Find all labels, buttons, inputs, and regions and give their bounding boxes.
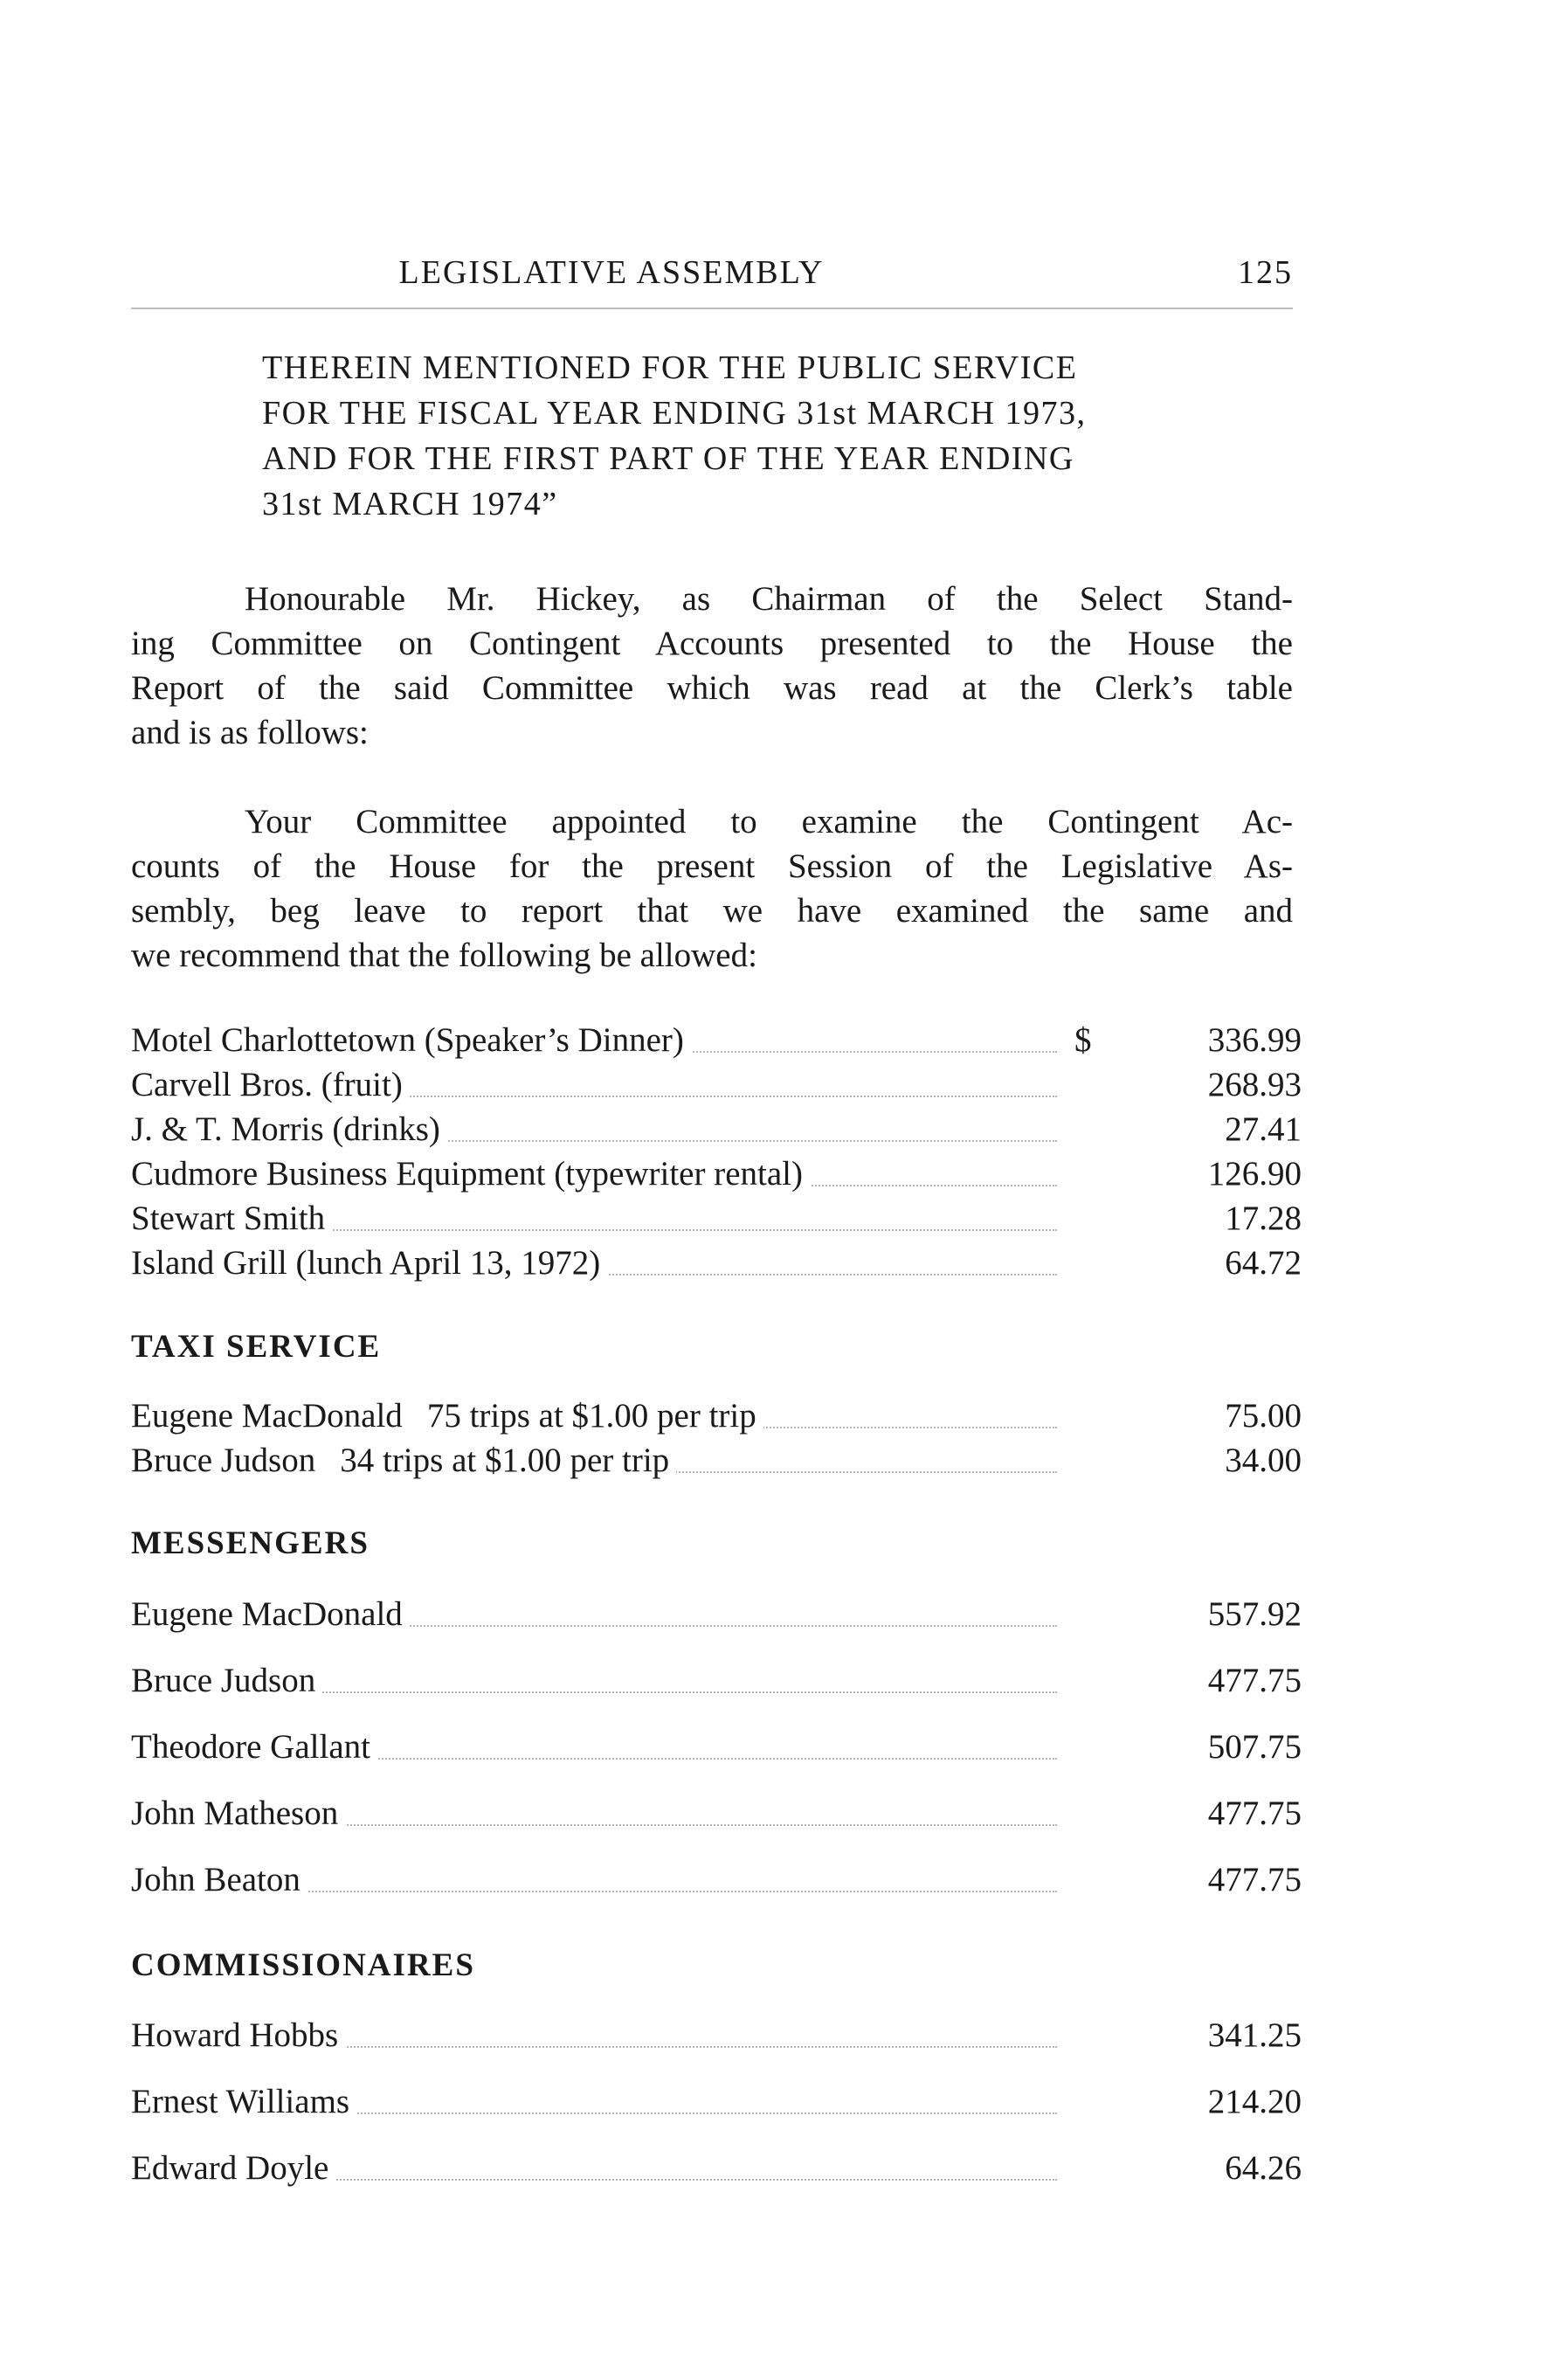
messenger-row: [131, 1727, 1302, 1769]
messenger-amount: 507.75: [1207, 1728, 1302, 1766]
account-row: [131, 1243, 1302, 1285]
taxi-entry: [131, 1441, 676, 1480]
commissionaire-amount: 64.26: [1225, 2149, 1302, 2187]
bill-title-line: THEREIN MENTIONED FOR THE PUBLIC SERVICE: [262, 349, 1078, 386]
report-presentation-paragraph: [131, 577, 1293, 755]
account-amount: 27.41: [1225, 1110, 1302, 1148]
messenger-row: [131, 1594, 1302, 1636]
taxi-service-heading: TAXI SERVICE: [131, 1329, 382, 1365]
taxi-trip-detail: 75 trips at $1.00 per trip: [426, 1397, 756, 1435]
taxi-driver-name: Bruce Judson: [131, 1442, 316, 1479]
messenger-row: [131, 1794, 1302, 1836]
paragraph-line: ing Committee on Contingent Accounts presented to the House the: [131, 625, 1293, 662]
account-label: Motel Charlottetown (Speaker’s Dinner): [131, 1020, 691, 1060]
bill-title-line: FOR THE FISCAL YEAR ENDING 31st MARCH 1973,: [262, 395, 1087, 432]
commissionaire-name: Howard Hobbs: [131, 2016, 345, 2055]
paragraph-line: sembly, beg leave to report that we have examined the same and: [131, 892, 1293, 930]
messenger-row: [131, 1661, 1302, 1703]
taxi-amount: 34.00: [1225, 1442, 1302, 1479]
running-header: [131, 253, 1293, 297]
account-amount: 126.90: [1207, 1155, 1302, 1193]
paragraph-line: counts of the House for the present Session of the Legislative As-: [131, 847, 1293, 885]
account-amount: 336.99: [1207, 1021, 1302, 1059]
messenger-name: John Beaton: [131, 1860, 307, 1899]
account-row: [131, 1065, 1302, 1107]
account-label: Island Grill (lunch April 13, 1972): [131, 1243, 607, 1283]
messenger-amount: 477.75: [1207, 1794, 1302, 1832]
messenger-row: [131, 1860, 1302, 1902]
header-rule: [131, 308, 1293, 309]
taxi-row: [131, 1396, 1302, 1438]
bill-title: [262, 345, 1293, 527]
taxi-trip-detail: 34 trips at $1.00 per trip: [340, 1442, 670, 1479]
commissionaire-name: Ernest Williams: [131, 2082, 356, 2121]
currency-symbol: $: [1074, 1021, 1092, 1059]
taxi-entry: [131, 1396, 763, 1435]
account-row: [131, 1154, 1302, 1196]
commissionaires-heading: COMMISSIONAIRES: [131, 1947, 475, 1983]
commissionaire-row: [131, 2148, 1302, 2190]
account-row: [131, 1020, 1302, 1062]
account-amount: 64.72: [1225, 1244, 1302, 1282]
page-number: 125: [1238, 254, 1293, 291]
account-amount: 268.93: [1207, 1066, 1302, 1103]
committee-report-paragraph: [131, 799, 1293, 978]
commissionaire-amount: 341.25: [1207, 2016, 1302, 2054]
commissionaire-name: Edward Doyle: [131, 2148, 335, 2188]
taxi-amount: 75.00: [1225, 1397, 1302, 1435]
account-label: J. & T. Morris (drinks): [131, 1110, 447, 1149]
account-amount: 17.28: [1225, 1200, 1302, 1237]
bill-title-line: AND FOR THE FIRST PART OF THE YEAR ENDING: [262, 440, 1074, 477]
messenger-amount: 477.75: [1207, 1861, 1302, 1898]
paragraph-line: Honourable Mr. Hickey, as Chairman of the Select Stand-: [245, 580, 1293, 618]
messenger-name: Bruce Judson: [131, 1661, 322, 1700]
paragraph-line: we recommend that the following be allowed:: [131, 937, 757, 974]
account-label: Carvell Bros. (fruit): [131, 1065, 410, 1104]
account-row: [131, 1110, 1302, 1151]
account-label: Stewart Smith: [131, 1199, 332, 1238]
bill-title-line: 31st MARCH 1974”: [262, 486, 558, 522]
paragraph-line: Report of the said Committee which was read at the Clerk’s table: [131, 669, 1293, 707]
account-label: Cudmore Business Equipment (typewriter rental): [131, 1154, 810, 1193]
running-title: LEGISLATIVE ASSEMBLY: [398, 254, 825, 291]
commissionaire-row: [131, 2082, 1302, 2124]
messenger-name: Theodore Gallant: [131, 1727, 377, 1767]
taxi-driver-name: Eugene MacDonald: [131, 1397, 403, 1435]
messenger-amount: 557.92: [1207, 1595, 1302, 1633]
messengers-heading: MESSENGERS: [131, 1525, 370, 1561]
commissionaire-row: [131, 2016, 1302, 2057]
account-row: [131, 1199, 1302, 1241]
commissionaire-amount: 214.20: [1207, 2083, 1302, 2120]
paragraph-line: Your Committee appointed to examine the Contingent Ac-: [245, 803, 1293, 840]
taxi-row: [131, 1441, 1302, 1483]
messenger-name: John Matheson: [131, 1794, 345, 1833]
messenger-name: Eugene MacDonald: [131, 1594, 410, 1634]
messenger-amount: 477.75: [1207, 1662, 1302, 1699]
paragraph-line: and is as follows:: [131, 714, 369, 751]
